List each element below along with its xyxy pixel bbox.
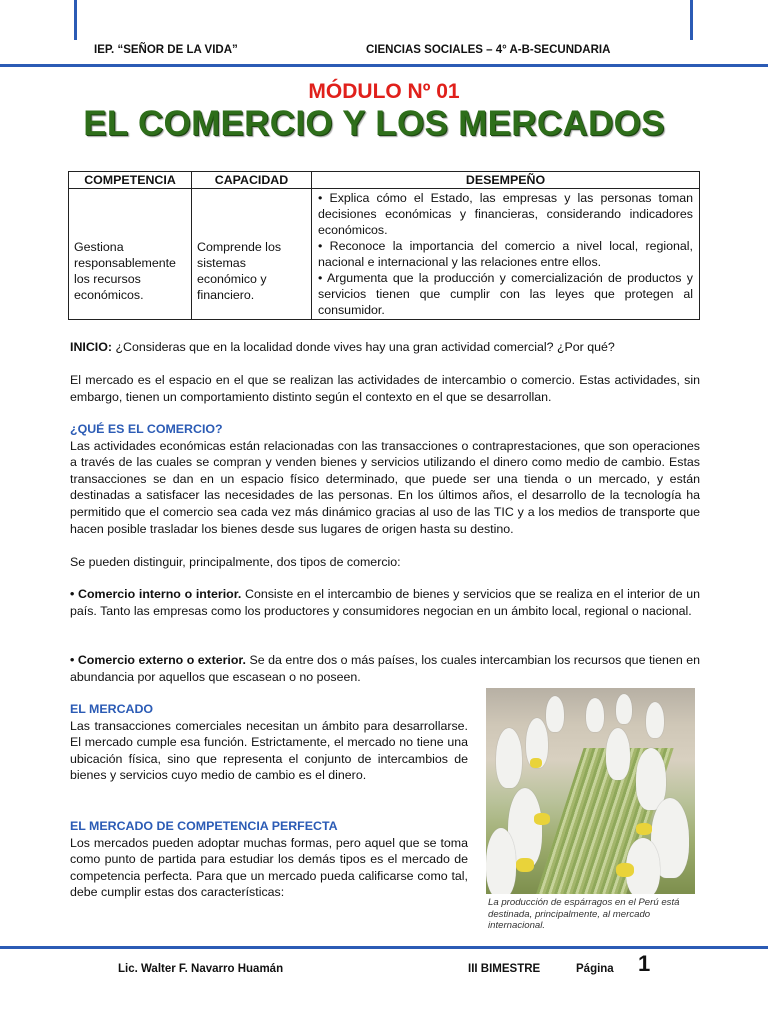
competencia-perfecta-section bbox=[70, 818, 468, 901]
page-header bbox=[94, 44, 674, 56]
footer-page-label: Página bbox=[576, 963, 614, 975]
mercado-section bbox=[70, 701, 468, 784]
interno-label: • Comercio interno o interior. bbox=[70, 587, 242, 601]
header-rule-left bbox=[74, 0, 77, 40]
page-number: 1 bbox=[638, 951, 651, 976]
desempeno-item: • Reconoce la importancia del comercio a nivel local, regional, nacional e internacional y las relaciones entre ellos. bbox=[318, 239, 693, 269]
footer-author: Lic. Walter F. Navarro Huamán bbox=[118, 963, 284, 975]
table-header-desempeno: DESEMPEÑO bbox=[312, 172, 700, 189]
header-rule-right bbox=[690, 0, 693, 40]
comercio-text: Las actividades económicas están relacionadas con las transacciones o contraprestaciones, que son operaciones a través de las cuales se compran y venden bienes y servicios utilizando el dinero como medio de cambio. Estas transacciones se dan en un espacio físico determinado, que puede ser una tienda o un mercado, y están destinadas a satisfacer las necesidades de las personas. En los últimos años, el desarrollo de la tecnología ha permitido que el comercio sea cada vez más dinámico gracias al uso de las TIC y a los medios de transporte que hacen posible trasladar los bienes desde sus lugares de origen hasta su destino. bbox=[70, 438, 700, 536]
comercio-heading: ¿QUÉ ES EL COMERCIO? bbox=[70, 422, 223, 436]
module-number: MÓDULO Nº 01 bbox=[308, 80, 460, 103]
capacidad-cell: Comprende los sistemas económico y financiero. bbox=[192, 189, 312, 320]
tipos-intro: Se pueden distinguir, principalmente, dos tipos de comercio: bbox=[70, 555, 401, 569]
photo-caption: La producción de espárragos en el Perú está destinada, principalmente, al mercado internacional. bbox=[488, 897, 680, 931]
table-header-competencia: COMPETENCIA bbox=[69, 172, 192, 189]
competencia-cell: Gestiona responsablemente los recursos económicos. bbox=[69, 189, 192, 320]
competency-table bbox=[68, 171, 700, 320]
school-name: IEP. “SEÑOR DE LA VIDA” bbox=[94, 44, 238, 56]
inicio-text: ¿Consideras que en la localidad donde vives hay una gran actividad comercial? ¿Por qué? bbox=[112, 340, 615, 354]
footer-rule bbox=[0, 946, 768, 949]
asparagus-workers-photo bbox=[486, 688, 695, 894]
interno-text: Consiste en el intercambio de bienes y servicios que se realiza en el interior de un país. Tanto las empresas como los productores y consumidores negocian en un ámbito local, regional o nacional. bbox=[70, 587, 700, 618]
header-rule bbox=[0, 64, 768, 67]
competencia-perfecta-text: Los mercados pueden adoptar muchas formas, pero aquel que se toma como punto de partida para estudiar los demás tipos es el mercado de competencia perfecta. Para que un mercado pueda calificarse como tal, debe cumplir estas dos características: bbox=[70, 835, 468, 900]
desempeno-cell bbox=[312, 189, 700, 320]
mercado-text: Las transacciones comerciales necesitan un ámbito para desarrollarse. El mercado cumple esa función. Estrictamente, el mercado no tiene una ubicación física, sino que representa el conjunto de intercambios de bienes y servicios cuyo medio de cambio es el dinero. bbox=[70, 718, 468, 783]
externo-text: Se da entre dos o más países, los cuales intercambian los recursos que tienen en abundancia por aquellos que escasean o no poseen. bbox=[70, 653, 700, 684]
comercio-externo bbox=[70, 652, 700, 685]
page-title: EL COMERCIO Y LOS MERCADOS bbox=[83, 104, 665, 143]
mercado-heading: EL MERCADO bbox=[70, 702, 154, 716]
inicio-question bbox=[70, 339, 700, 356]
competencia-perfecta-heading: EL MERCADO DE COMPETENCIA PERFECTA bbox=[70, 819, 338, 833]
desempeno-item: • Argumenta que la producción y comercialización de productos y servicios tienen que cumplir con las leyes que protegen al consumidor. bbox=[318, 271, 693, 317]
course-name: CIENCIAS SOCIALES – 4° A-B-SECUNDARIA bbox=[366, 44, 611, 56]
inicio-label: INICIO: bbox=[70, 340, 112, 354]
footer-term: III BIMESTRE bbox=[468, 963, 541, 975]
externo-label: • Comercio externo o exterior. bbox=[70, 653, 247, 667]
comercio-interno bbox=[70, 586, 700, 619]
table-header-capacidad: CAPACIDAD bbox=[192, 172, 312, 189]
desempeno-item: • Explica cómo el Estado, las empresas y las personas toman decisiones económicas y financieras, considerando indicadores económicos. bbox=[318, 191, 693, 237]
comercio-section bbox=[70, 421, 700, 537]
intro-paragraph: El mercado es el espacio en el que se realizan las actividades de intercambio o comercio. Estas actividades, sin embargo, tienen un comportamiento distinto según el contexto en el que se desarrollan. bbox=[70, 373, 700, 404]
